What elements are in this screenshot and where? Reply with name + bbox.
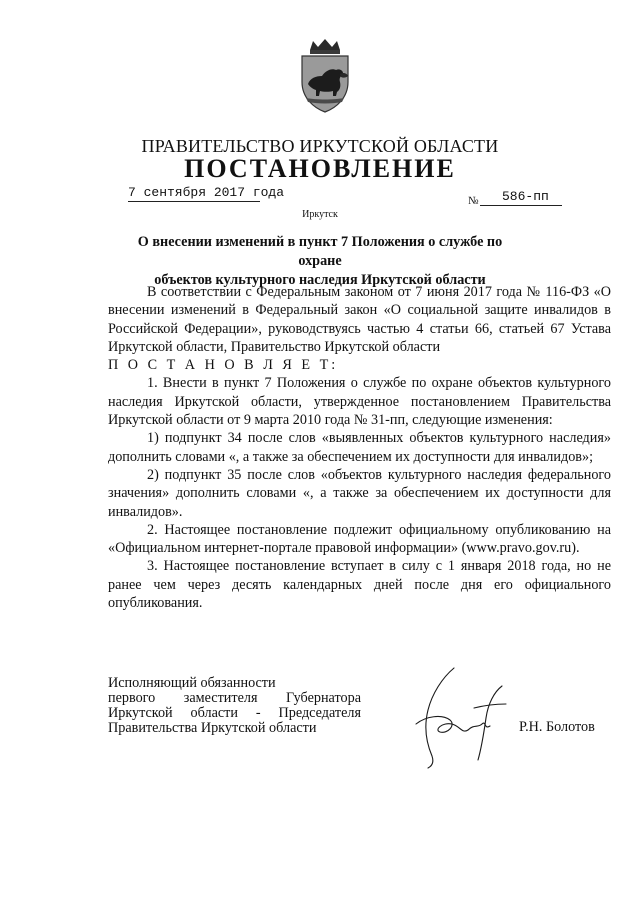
- city-name: Иркутск: [302, 209, 338, 220]
- decree-number: 586-пп: [502, 189, 549, 204]
- document-title: [130, 233, 510, 290]
- decree-date: 7 сентября 2017 года: [128, 185, 285, 200]
- subitem-paragraph: 1) подпункт 34 после слов «выявленных объектов культурного наследия» дополнить словами «, а также за обеспечением их доступности для инвалидов»;: [108, 430, 611, 465]
- document-type-heading: ПОСТАНОВЛЕНИЕ: [184, 154, 456, 183]
- title-line: объектов культурного наследия Иркутской области: [154, 272, 486, 288]
- document-body: [108, 283, 611, 612]
- resolves-heading: П О С Т А Н О В Л Я Е Т:: [108, 357, 339, 374]
- item-paragraph: 2. Настоящее постановление подлежит официальному опубликованию на «Официальном интернет-портале правовой информации» (www.pravo.gov.ru).: [108, 521, 611, 557]
- government-name: ПРАВИТЕЛЬСТВО ИРКУТСКОЙ ОБЛАСТИ: [141, 136, 499, 156]
- position-line: Исполняющий обязанности: [108, 675, 276, 691]
- number-sign: №: [468, 195, 479, 207]
- title-line: О внесении изменений в пункт 7 Положения о службе по охране: [137, 234, 503, 269]
- number-underline: [480, 205, 562, 206]
- signature-position-block: [108, 676, 361, 736]
- subitem-paragraph: 2) подпункт 35 после слов «объектов культурного наследия федерального значения» дополнить словами «, а также за обеспечением их доступности для инвалидов».: [108, 466, 611, 520]
- position-line: Правительства Иркутской области: [108, 720, 317, 736]
- coat-of-arms-icon: [296, 38, 354, 114]
- position-line: первого заместителя Губернатора: [108, 690, 361, 706]
- item-paragraph: 3. Настоящее постановление вступает в силу с 1 января 2018 года, но не ранее чем через десять календарных дней после дня его официального опубликования.: [108, 558, 611, 612]
- item-paragraph: 1. Внести в пункт 7 Положения о службе по охране объектов культурного наследия Иркутской области, утвержденное постановлением Правительства Иркутской области от 9 марта 2010 года № 31-пп, следующие изменения:: [108, 375, 611, 429]
- signer-name: Р.Н. Болотов: [519, 719, 595, 735]
- position-line: Иркутской области - Председателя: [108, 705, 361, 721]
- preamble-paragraph: В соответствии с Федеральным законом от 7 июня 2017 года № 116-ФЗ «О внесении изменений в Федеральный закон «О социальной защите инвалидов в Российской Федерации», руководствуясь частью 4 статьи 66, статьей 67 Устава Иркутской области, Правительство Иркутской области: [108, 284, 611, 355]
- handwritten-signature: [402, 664, 514, 770]
